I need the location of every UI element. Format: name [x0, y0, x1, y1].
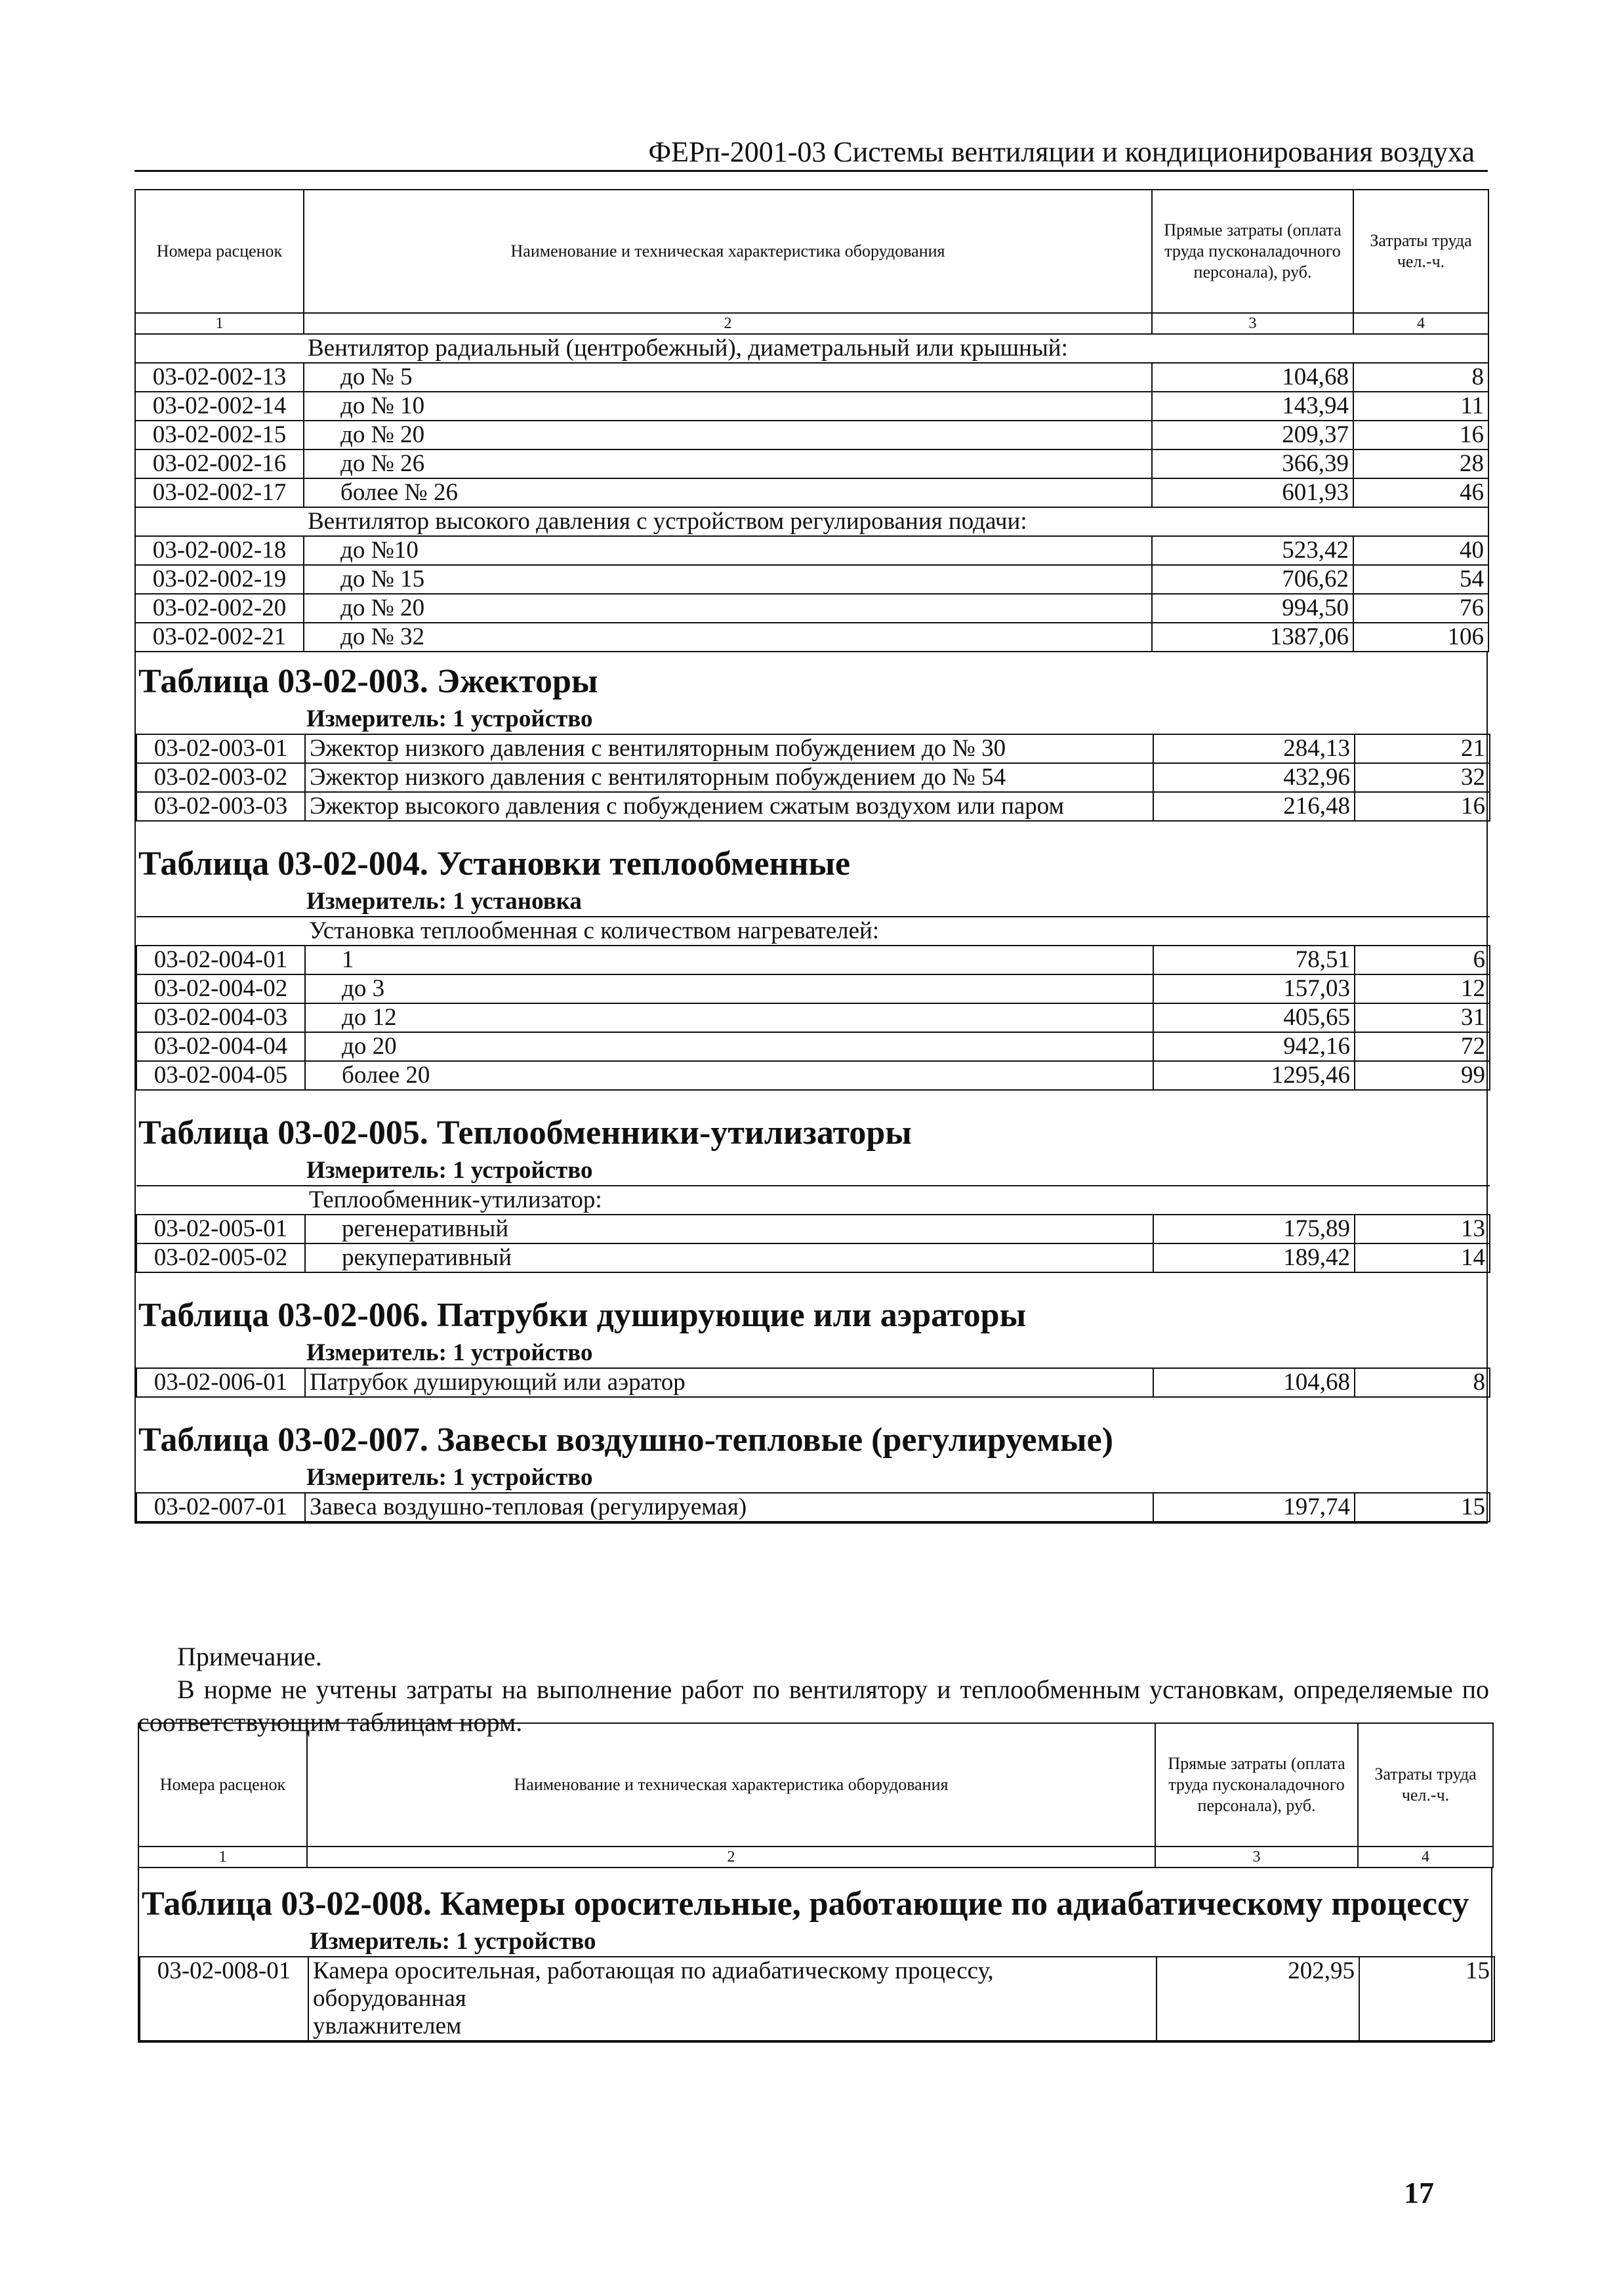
rate-code: 03-02-002-15 — [135, 421, 304, 449]
page-header — [134, 135, 1488, 172]
page-number: 17 — [1404, 2176, 1434, 2209]
rate-name: регенеративный — [305, 1215, 1153, 1243]
rate-code: 03-02-004-03 — [136, 1003, 305, 1032]
rate-labor: 28 — [1353, 449, 1488, 478]
table-header-row — [135, 190, 1488, 313]
rate-cost: 202,95 — [1157, 1957, 1359, 2041]
rate-name: до № 10 — [304, 392, 1152, 421]
table-row — [136, 1493, 1490, 1522]
rate-code: 03-02-005-01 — [136, 1215, 305, 1243]
table-row — [136, 1061, 1490, 1090]
rate-labor: 16 — [1353, 421, 1488, 449]
rate-cost: 175,89 — [1153, 1215, 1355, 1243]
rate-code: 03-02-005-02 — [136, 1243, 305, 1272]
rate-code: 03-02-002-21 — [135, 623, 304, 652]
column-number-row — [138, 1847, 1493, 1868]
rate-labor: 21 — [1355, 734, 1490, 763]
rate-cost: 942,16 — [1153, 1032, 1355, 1061]
rate-labor: 16 — [1355, 792, 1490, 821]
tables-continuation — [134, 652, 1488, 1524]
empty-cell — [136, 917, 305, 946]
section-title: Таблица 03-02-006. Патрубки душирующие или аэраторы — [138, 1297, 1027, 1334]
measure-label: Измеритель: 1 устройство — [306, 705, 593, 732]
group-label: Теплообменник-утилизатор: — [305, 1186, 1490, 1215]
col-header-labor: Затраты труда чел.-ч. — [1358, 1723, 1493, 1847]
rate-code: 03-02-002-18 — [135, 536, 304, 565]
rates-table-2 — [138, 1722, 1494, 1868]
table-row — [136, 974, 1490, 1003]
section-title: Таблица 03-02-007. Завесы воздушно-тепловые (регулируемые) — [138, 1421, 1114, 1459]
group-label: Вентилятор высокого давления с устройством регулирования подачи: — [304, 507, 1488, 536]
page-title: ФЕРп-2001-03 Системы вентиляции и кондиционирования воздуха — [648, 136, 1475, 168]
rate-name: до 20 — [305, 1032, 1153, 1061]
table-row — [136, 1003, 1490, 1032]
table-row — [135, 565, 1488, 594]
table-row — [135, 623, 1488, 652]
rate-labor: 40 — [1353, 536, 1488, 565]
rate-code: 03-02-007-01 — [136, 1493, 305, 1522]
measure-label: Измеритель: 1 установка — [306, 888, 582, 915]
rate-cost: 197,74 — [1153, 1493, 1355, 1522]
table-row — [136, 1032, 1490, 1061]
rate-labor: 8 — [1353, 363, 1488, 392]
group-label: Вентилятор радиальный (центробежный), диаметральный или крышный: — [304, 334, 1488, 363]
rate-code: 03-02-002-16 — [135, 449, 304, 478]
rate-labor: 46 — [1353, 478, 1488, 507]
rate-code: 03-02-003-03 — [136, 792, 305, 821]
col-number: 3 — [1152, 313, 1353, 334]
rate-name: Патрубок душирующий или аэратор — [305, 1368, 1153, 1397]
column-number-row — [135, 313, 1488, 334]
table-row — [135, 478, 1488, 507]
table-row — [136, 763, 1490, 792]
section-title: Таблица 03-02-004. Установки теплообменные — [138, 845, 851, 883]
rate-code: 03-02-002-19 — [135, 565, 304, 594]
measure-label: Измеритель: 1 устройство — [306, 1339, 593, 1366]
rate-cost: 994,50 — [1152, 594, 1353, 623]
rate-cost: 284,13 — [1153, 734, 1355, 763]
measure-label: Измеритель: 1 устройство — [310, 1928, 596, 1955]
rate-name: до № 5 — [304, 363, 1152, 392]
rate-name: до № 15 — [304, 565, 1152, 594]
rate-cost: 405,65 — [1153, 1003, 1355, 1032]
rate-cost: 432,96 — [1153, 763, 1355, 792]
rate-labor: 76 — [1353, 594, 1488, 623]
rate-cost: 523,42 — [1152, 536, 1353, 565]
table-row — [140, 1957, 1494, 2041]
col-number: 3 — [1155, 1847, 1358, 1868]
note-text: В норме не учтены затраты на выполнение работ по вентилятору и теплообменным установкам, определяемые по соответствующим таблицам норм. — [138, 1675, 1489, 1737]
rate-labor: 32 — [1355, 763, 1490, 792]
rate-labor: 99 — [1355, 1061, 1490, 1090]
rate-cost: 104,68 — [1153, 1368, 1355, 1397]
rate-code: 03-02-002-20 — [135, 594, 304, 623]
rate-cost: 1295,46 — [1153, 1061, 1355, 1090]
table-03-02-006 — [136, 1367, 1490, 1398]
rate-code: 03-02-002-14 — [135, 392, 304, 421]
rate-cost: 706,62 — [1152, 565, 1353, 594]
table-main — [134, 189, 1488, 1524]
rate-name: Эжектор высокого давления с побуждением сжатым воздухом или паром — [305, 792, 1153, 821]
table-row — [135, 449, 1488, 478]
note-label: Примечание. — [177, 1642, 322, 1671]
rate-code: 03-02-002-17 — [135, 478, 304, 507]
section-title: Таблица 03-02-008. Камеры оросительные, работающие по адиабатическому процессу — [142, 1885, 1469, 1923]
rate-name: более № 26 — [304, 478, 1152, 507]
table-row — [135, 536, 1488, 565]
rate-name: до 12 — [305, 1003, 1153, 1032]
rate-name: Завеса воздушно-тепловая (регулируемая) — [305, 1493, 1153, 1522]
rate-code: 03-02-008-01 — [140, 1957, 308, 2041]
table-row — [135, 594, 1488, 623]
table-03-02-007 — [136, 1492, 1490, 1522]
empty-cell — [135, 334, 304, 363]
measure-label: Измеритель: 1 устройство — [306, 1157, 593, 1184]
table-03-02-008 — [139, 1956, 1495, 2041]
col-header-cost: Прямые затраты (оплата труда пусконаладочного персонала), руб. — [1155, 1723, 1358, 1847]
col-number: 4 — [1358, 1847, 1493, 1868]
rate-code: 03-02-004-02 — [136, 974, 305, 1003]
col-number: 1 — [135, 313, 304, 334]
table-row — [136, 734, 1490, 763]
rate-cost: 601,93 — [1152, 478, 1353, 507]
rate-cost: 143,94 — [1152, 392, 1353, 421]
table-row — [135, 421, 1488, 449]
rate-labor: 106 — [1353, 623, 1488, 652]
rate-name: до № 32 — [304, 623, 1152, 652]
rate-labor: 11 — [1353, 392, 1488, 421]
group-label: Установка теплообменная с количеством нагревателей: — [305, 917, 1490, 946]
rate-cost: 209,37 — [1152, 421, 1353, 449]
rate-labor: 13 — [1355, 1215, 1490, 1243]
rate-code: 03-02-004-04 — [136, 1032, 305, 1061]
table-row — [135, 363, 1488, 392]
rate-name: до 3 — [305, 974, 1153, 1003]
rate-cost: 157,03 — [1153, 974, 1355, 1003]
table-row — [136, 1243, 1490, 1272]
table-row — [136, 946, 1490, 974]
group-row — [136, 1186, 1490, 1215]
rate-code: 03-02-003-01 — [136, 734, 305, 763]
tables-continuation — [138, 1868, 1492, 2043]
table-03-02-004 — [136, 916, 1490, 1091]
rate-labor: 15 — [1359, 1957, 1494, 2041]
rate-name: Эжектор низкого давления с вентиляторным побуждением до № 54 — [305, 763, 1153, 792]
col-header-codes: Номера расценок — [135, 190, 304, 313]
col-number: 2 — [304, 313, 1152, 334]
section-title: Таблица 03-02-003. Эжекторы — [138, 663, 598, 700]
col-header-name: Наименование и техническая характеристика оборудования — [307, 1723, 1155, 1847]
empty-cell — [136, 1186, 305, 1215]
rate-labor: 12 — [1355, 974, 1490, 1003]
table-second — [138, 1722, 1492, 2043]
table-row — [135, 392, 1488, 421]
rate-name: до № 26 — [304, 449, 1152, 478]
col-header-codes: Номера расценок — [138, 1723, 307, 1847]
measure-label: Измеритель: 1 устройство — [306, 1464, 593, 1491]
rate-name: до № 20 — [304, 594, 1152, 623]
rate-labor: 6 — [1355, 946, 1490, 974]
table-03-02-003 — [136, 734, 1490, 822]
group-row — [135, 334, 1488, 363]
col-header-cost: Прямые затраты (оплата труда пусконаладочного персонала), руб. — [1152, 190, 1353, 313]
rate-labor: 15 — [1355, 1493, 1490, 1522]
table-header-row — [138, 1723, 1493, 1847]
rate-name-line: увлажнителем — [313, 2013, 462, 2039]
col-number: 1 — [138, 1847, 307, 1868]
rate-labor: 8 — [1355, 1368, 1490, 1397]
rate-labor: 14 — [1355, 1243, 1490, 1272]
group-row — [136, 917, 1490, 946]
rate-cost: 189,42 — [1153, 1243, 1355, 1272]
rate-labor: 54 — [1353, 565, 1488, 594]
rate-code: 03-02-004-01 — [136, 946, 305, 974]
rate-code: 03-02-006-01 — [136, 1368, 305, 1397]
rate-cost: 216,48 — [1153, 792, 1355, 821]
rate-cost: 1387,06 — [1152, 623, 1353, 652]
rate-code: 03-02-004-05 — [136, 1061, 305, 1090]
rate-code: 03-02-003-02 — [136, 763, 305, 792]
rate-cost: 366,39 — [1152, 449, 1353, 478]
table-03-02-005 — [136, 1185, 1490, 1273]
rate-name: более 20 — [305, 1061, 1153, 1090]
table-row — [136, 792, 1490, 821]
rate-name: до № 20 — [304, 421, 1152, 449]
rate-labor: 72 — [1355, 1032, 1490, 1061]
table-row — [136, 1368, 1490, 1397]
rate-cost: 104,68 — [1152, 363, 1353, 392]
col-number: 4 — [1353, 313, 1488, 334]
col-header-labor: Затраты труда чел.-ч. — [1353, 190, 1488, 313]
rate-name: Эжектор низкого давления с вентиляторным побуждением до № 30 — [305, 734, 1153, 763]
rate-name-line: Камера оросительная, работающая по адиабатическому процессу, оборудованная — [313, 1957, 994, 2012]
table-row — [136, 1215, 1490, 1243]
rate-name: 1 — [305, 946, 1153, 974]
section-title: Таблица 03-02-005. Теплообменники-утилизаторы — [138, 1114, 912, 1152]
rate-name — [308, 1957, 1157, 2041]
rates-table — [134, 189, 1489, 652]
col-number: 2 — [307, 1847, 1155, 1868]
rate-cost: 78,51 — [1153, 946, 1355, 974]
rate-name: рекуперативный — [305, 1243, 1153, 1272]
group-row — [135, 507, 1488, 536]
col-header-name: Наименование и техническая характеристика оборудования — [304, 190, 1152, 313]
rate-code: 03-02-002-13 — [135, 363, 304, 392]
rate-labor: 31 — [1355, 1003, 1490, 1032]
rate-name: до №10 — [304, 536, 1152, 565]
empty-cell — [135, 507, 304, 536]
